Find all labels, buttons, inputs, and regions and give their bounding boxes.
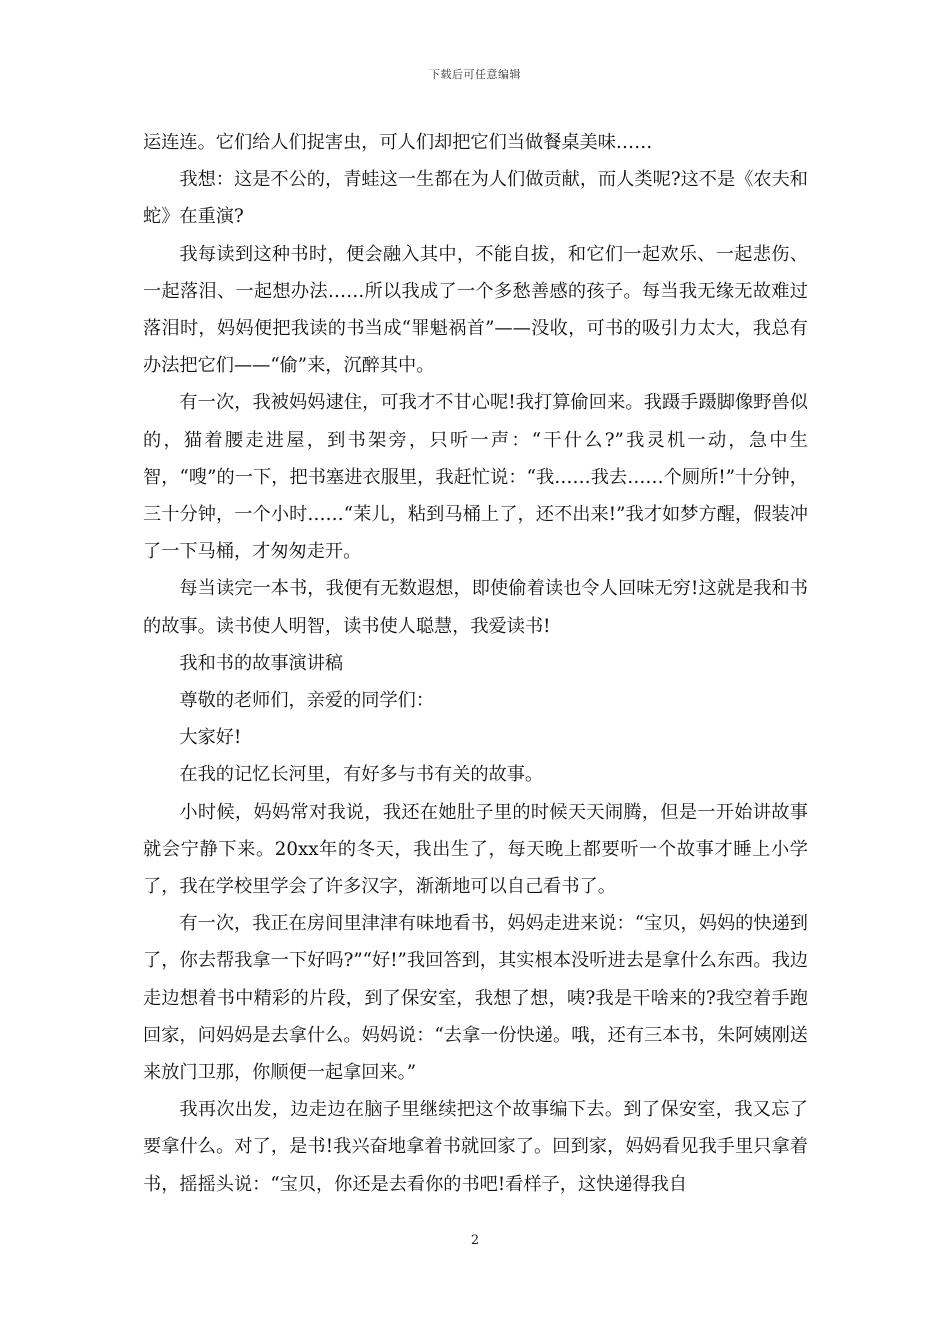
paragraph: 有一次，我正在房间里津津有味地看书，妈妈走进来说：“宝贝，妈妈的快递到了，你去帮我拿一下好吗?”“好!”我回答到，其实根本没听进去是拿什么东西。我边走边想着书中精彩的片段，到了保安室，我想了想，咦?我是干啥来的?我空着手跑回家，问妈妈是去拿什么。妈妈说：“去拿一份快递。哦，还有三本书，朱阿姨刚送来放门卫那，你顺便一起拿回来。” bbox=[143, 913, 808, 1084]
page-header: 下载后可任意编辑 bbox=[429, 68, 521, 81]
paragraph: 我再次出发，边走边在脑子里继续把这个故事编下去。到了保安室，我又忘了要拿什么。对了，是书!我兴奋地拿着书就回家了。回到家，妈妈看见我手里只拿着书，摇摇头说：“宝贝，你还是去看你的书吧!看样子，这快递得我自 bbox=[143, 1099, 808, 1195]
page-number: 2 bbox=[470, 1233, 480, 1248]
speech-title: 我和书的故事演讲稿 bbox=[179, 652, 344, 674]
paragraph: 每当读完一本书，我便有无数遐想，即使偷着读也令人回味无穷!这就是我和书的故事。读书使人明智，读书使人聪慧，我爱读书! bbox=[143, 578, 808, 637]
paragraph: 我想：这是不公的，青蛙这一生都在为人们做贡献，而人类呢?这不是《农夫和蛇》在重演? bbox=[143, 169, 808, 228]
paragraph: 小时候，妈妈常对我说，我还在她肚子里的时候天天闹腾，但是一开始讲故事就会宁静下来。20xx年的冬天，我出生了，每天晚上都要听一个故事才睡上小学了，我在学校里学会了许多汉字，渐渐地可以自己看书了。 bbox=[143, 801, 808, 898]
salutation: 尊敬的老师们，亲爱的同学们： bbox=[179, 690, 435, 712]
document-body bbox=[143, 124, 808, 1203]
paragraph-continued: 运连连。它们给人们捉害虫，可人们却把它们当做餐桌美味…… bbox=[143, 132, 653, 153]
paragraph: 有一次，我被妈妈逮住，可我才不甘心呢!我打算偷回来。我蹑手蹑脚像野兽似的，猫着腰走进屋，到书架旁，只听一声：“干什么?”我灵机一动，急中生智，“嗖”的一下，把书塞进衣服里，我赶忙说：“我……我去……个厕所!”十分钟，三十分钟，一个小时……“茉儿，粘到马桶上了，还不出来!”我才如梦方醒，假装冲了一下马桶，才匆匆走开。 bbox=[143, 392, 808, 563]
paragraph: 在我的记忆长河里，有好多与书有关的故事。 bbox=[179, 764, 544, 786]
paragraph: 我每读到这种书时，便会融入其中，不能自拔，和它们一起欢乐、一起悲伤、一起落泪、一起想办法……所以我成了一个多愁善感的孩子。每当我无缘无故难过落泪时，妈妈便把我读的书当成“罪魁祸首”——没收，可书的吸引力太大，我总有办法把它们——“偷”来，沉醉其中。 bbox=[143, 243, 808, 377]
greeting: 大家好! bbox=[179, 727, 242, 749]
